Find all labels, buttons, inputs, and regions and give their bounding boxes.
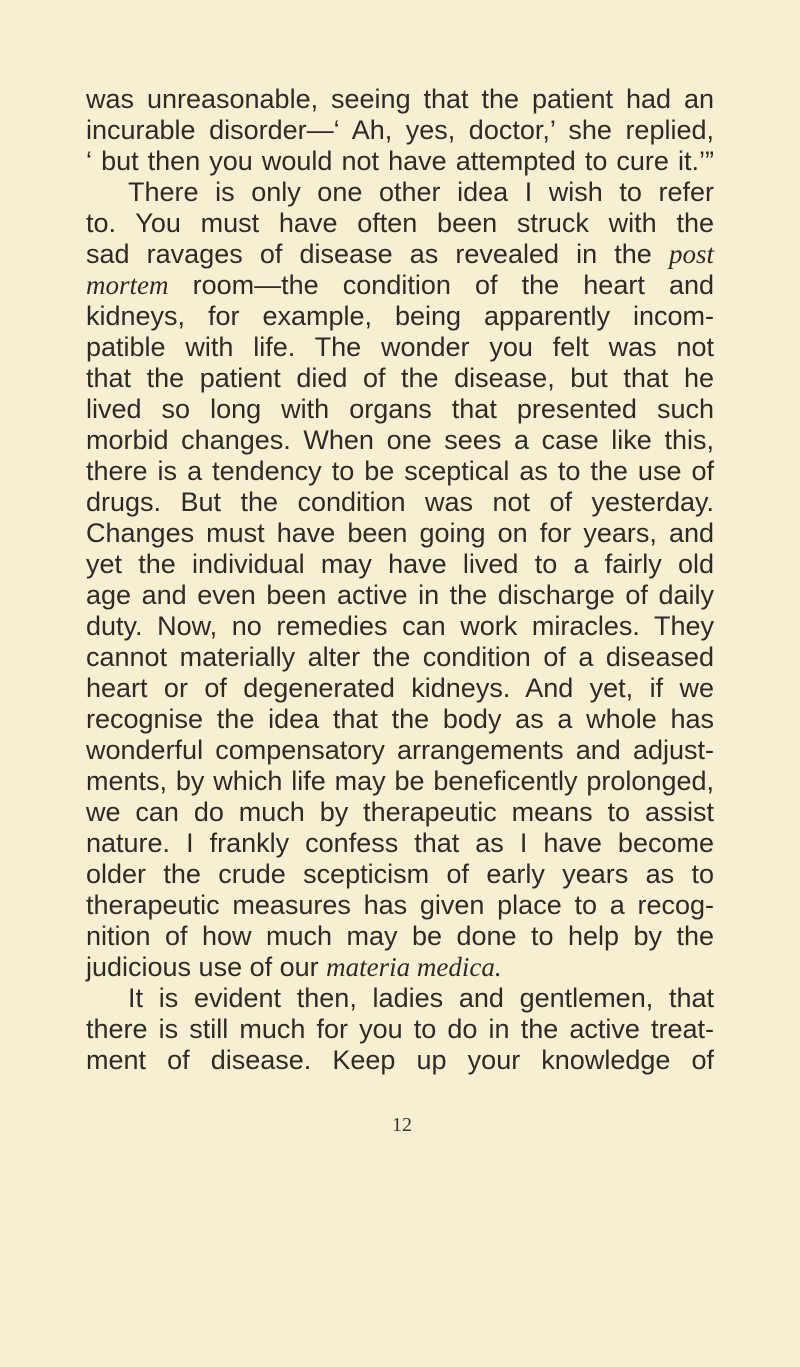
text-line-15: Changes must have been going on for years, and	[86, 518, 714, 548]
text-line-31: there is still much for you to do in the active treat-	[86, 1014, 714, 1044]
italic-term: mortem	[86, 270, 169, 300]
text-line-12: morbid changes. When one sees a case like this,	[86, 425, 714, 455]
text-line-18: duty. Now, no remedies can work miracles. They	[86, 611, 714, 641]
text-line-24: we can do much by therapeutic means to assist	[86, 797, 714, 827]
page-number: 12	[392, 1114, 412, 1136]
text-line-27: therapeutic measures has given place to a recog-	[86, 890, 714, 920]
italic-term: materia medica.	[326, 952, 502, 982]
text-line-14: drugs. But the condition was not of yesterday.	[86, 487, 714, 517]
text-line-28: nition of how much may be done to help by the	[86, 921, 714, 951]
text-line-5: to. You must have often been struck with the	[86, 208, 714, 238]
text-line-30: It is evident then, ladies and gentlemen, that	[128, 983, 714, 1013]
italic-term: post	[668, 239, 714, 269]
text-line-10: that the patient died of the disease, but that he	[86, 363, 714, 393]
text-line-11: lived so long with organs that presented such	[86, 394, 714, 424]
text-line-17: age and even been active in the discharge of daily	[86, 580, 714, 610]
text-line-1: was unreasonable, seeing that the patient had an	[86, 84, 714, 114]
text-line-32: ment of disease. Keep up your knowledge of	[86, 1045, 714, 1075]
text-span: room—the condition of the heart and	[168, 270, 714, 300]
text-line-22: wonderful compensatory arrangements and adjust-	[86, 735, 714, 765]
text-span: judicious use of our	[86, 952, 327, 982]
text-span: sad ravages of disease as revealed in the	[86, 239, 669, 269]
text-line-2: incurable disorder—‘ Ah, yes, doctor,’ she replied,	[86, 115, 714, 145]
text-line-20: heart or of degenerated kidneys. And yet, if we	[86, 673, 714, 703]
text-line-26: older the crude scepticism of early years as to	[86, 859, 714, 889]
text-line-8: kidneys, for example, being apparently incom-	[86, 301, 714, 331]
text-line-16: yet the individual may have lived to a fairly old	[86, 549, 714, 579]
text-line-9: patible with life. The wonder you felt was not	[86, 332, 714, 362]
text-line-25: nature. I frankly confess that as I have become	[86, 828, 714, 858]
text-line-4: There is only one other idea I wish to refer	[128, 177, 714, 207]
text-line-3: ‘ but then you would not have attempted to cure it.’”	[86, 146, 714, 176]
text-line-13: there is a tendency to be sceptical as to the use of	[86, 456, 714, 486]
text-line-23: ments, by which life may be beneficently prolonged,	[86, 766, 714, 796]
text-line-21: recognise the idea that the body as a whole has	[86, 704, 714, 734]
text-line-19: cannot materially alter the condition of a diseased	[86, 642, 714, 672]
